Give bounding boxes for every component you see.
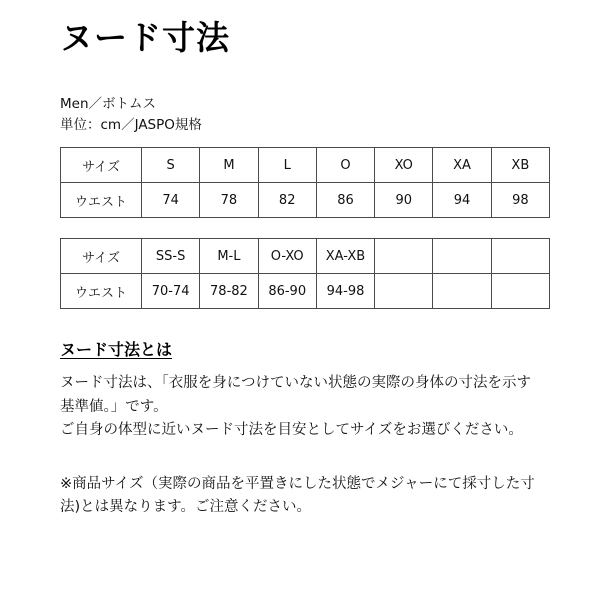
page-title: ヌード寸法 bbox=[60, 18, 230, 57]
table-cell: 86 bbox=[316, 183, 374, 218]
table-cell: 90 bbox=[375, 183, 433, 218]
table-cell bbox=[375, 274, 433, 309]
meta-category: Men／ボトムス bbox=[60, 95, 157, 112]
table-cell: O-XO bbox=[258, 239, 316, 274]
size-table-ranges bbox=[60, 238, 550, 309]
table-cell: XA bbox=[433, 148, 491, 183]
table-cell: XA-XB bbox=[316, 239, 374, 274]
caution-note: ※商品サイズ（実際の商品を平置きにした状態でメジャーにて採寸した寸法)とは異なります。ご注意ください。 bbox=[60, 475, 535, 516]
table-cell bbox=[433, 274, 491, 309]
table-cell: SS-S bbox=[142, 239, 200, 274]
table-cell bbox=[491, 239, 549, 274]
table-cell: 94-98 bbox=[316, 274, 374, 309]
table-cell: 78-82 bbox=[200, 274, 258, 309]
table-cell: ウエスト bbox=[61, 183, 142, 218]
table-cell bbox=[491, 274, 549, 309]
table-cell: 74 bbox=[142, 183, 200, 218]
guidance-paragraph: ご自身の体型に近いヌード寸法を目安としてサイズをお選びください。 bbox=[60, 422, 523, 439]
table-row bbox=[61, 148, 550, 183]
table-cell: ウエスト bbox=[61, 274, 142, 309]
table-cell: サイズ bbox=[61, 239, 142, 274]
table-cell bbox=[375, 239, 433, 274]
table-cell: M-L bbox=[200, 239, 258, 274]
table-row bbox=[61, 183, 550, 218]
table-cell: M bbox=[200, 148, 258, 183]
table-cell: XB bbox=[491, 148, 549, 183]
meta-block bbox=[60, 94, 544, 136]
table-cell bbox=[433, 239, 491, 274]
table-cell: 70-74 bbox=[142, 274, 200, 309]
table-cell: 78 bbox=[200, 183, 258, 218]
table-cell: 82 bbox=[258, 183, 316, 218]
meta-unit-standard: 単位：cm／JASPO規格 bbox=[60, 116, 202, 133]
definition-paragraph: ヌード寸法は、「衣服を身につけていない状態の実際の身体の寸法を示す基準値。」です。 bbox=[60, 375, 531, 415]
table-cell: S bbox=[142, 148, 200, 183]
table-cell: 98 bbox=[491, 183, 549, 218]
table-row bbox=[61, 239, 550, 274]
table-cell: 86-90 bbox=[258, 274, 316, 309]
section-heading: ヌード寸法とは bbox=[60, 340, 173, 360]
table-cell: O bbox=[316, 148, 374, 183]
table-row bbox=[61, 274, 550, 309]
table-cell: L bbox=[258, 148, 316, 183]
table-cell: XO bbox=[375, 148, 433, 183]
table-cell: サイズ bbox=[61, 148, 142, 183]
size-table-individual bbox=[60, 147, 550, 218]
table-cell: 94 bbox=[433, 183, 491, 218]
